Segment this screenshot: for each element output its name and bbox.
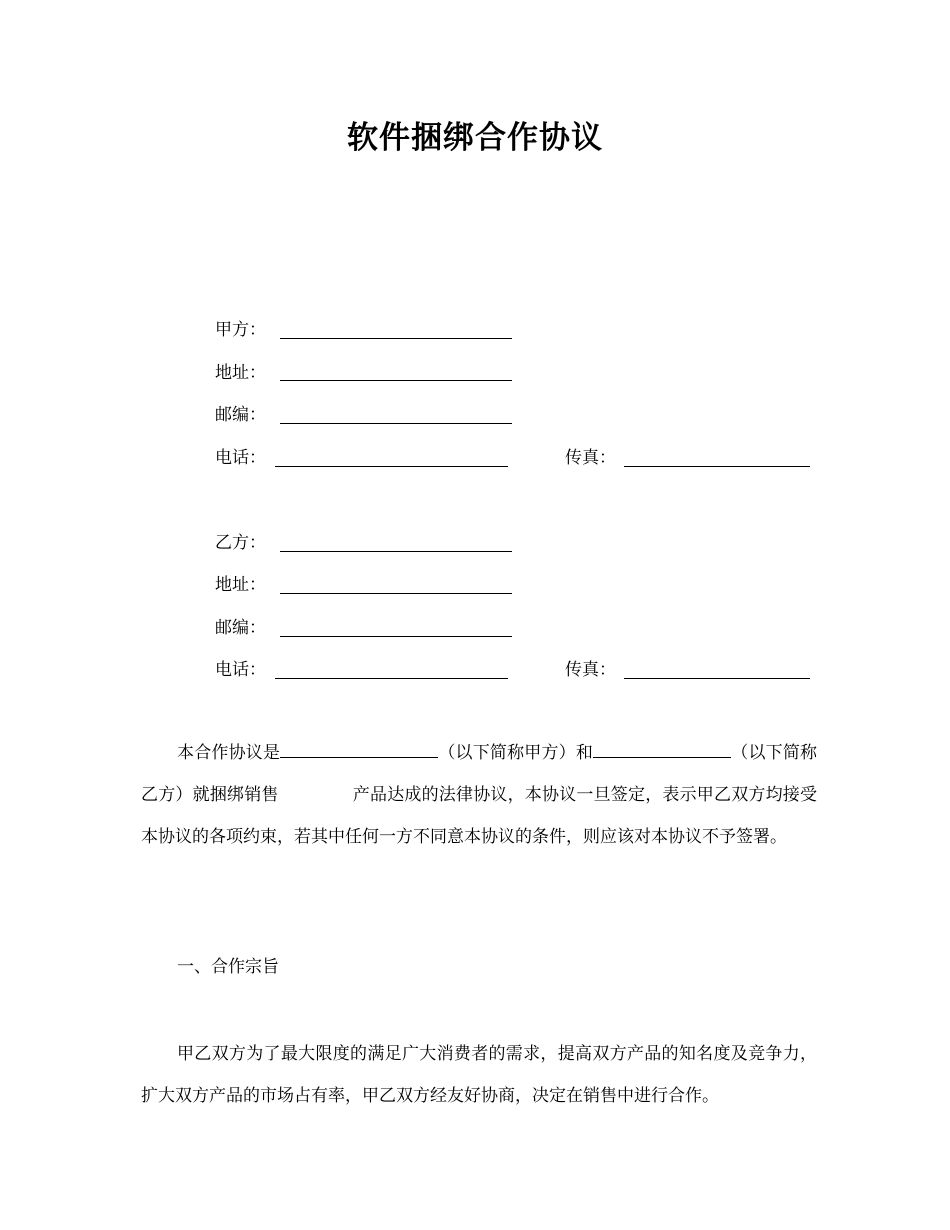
intro-party-a-blank: [280, 743, 438, 758]
intro-text-1: 本合作协议是: [177, 743, 281, 763]
intro-paragraph: [141, 732, 817, 858]
intro-text-3: （以下简称乙方）就捆绑销售: [141, 743, 818, 805]
party-a-postcode-blank: [280, 423, 512, 424]
section-1-body: 甲乙双方为了最大限度的满足广大消费者的需求，提高双方产品的知名度及竞争力，扩大双方产品的市场占有率，甲乙双方经友好协商，决定在销售中进行合作。: [141, 1044, 817, 1106]
party-b-phone-blank: [275, 678, 508, 679]
party-a-fax-label: 传真：: [565, 448, 616, 468]
document-title: 软件捆绑合作协议: [347, 120, 603, 156]
party-a-label: 甲方：: [215, 320, 266, 340]
party-b-postcode-label: 邮编：: [215, 618, 266, 638]
party-a-phone-blank: [275, 466, 508, 467]
party-b-address-blank: [280, 593, 512, 594]
party-b-address-label: 地址：: [215, 575, 266, 595]
party-b-label: 乙方：: [215, 533, 266, 553]
party-b-postcode-blank: [280, 636, 512, 637]
party-b-fax-label: 传真：: [565, 660, 616, 680]
party-b-fax-blank: [624, 678, 810, 679]
party-a-address-blank: [280, 380, 512, 381]
party-a-address-label: 地址：: [215, 363, 266, 383]
intro-party-b-blank: [593, 743, 731, 758]
party-a-fax-blank: [624, 466, 810, 467]
party-a-name-blank: [280, 338, 512, 339]
party-b-name-blank: [280, 551, 512, 552]
intro-text-4: 产品达成的法律协议，本协议一旦签定，表示甲乙双方均接受本协议的各项约束，若其中任何一方不同意本协议的条件，则应该对本协议不予签署。: [141, 785, 818, 847]
party-a-postcode-label: 邮编：: [215, 405, 266, 425]
party-b-phone-label: 电话：: [215, 660, 266, 680]
party-a-phone-label: 电话：: [215, 448, 266, 468]
intro-text-2: （以下简称甲方）和: [438, 743, 594, 763]
section-1-heading: 一、合作宗旨: [177, 957, 279, 977]
